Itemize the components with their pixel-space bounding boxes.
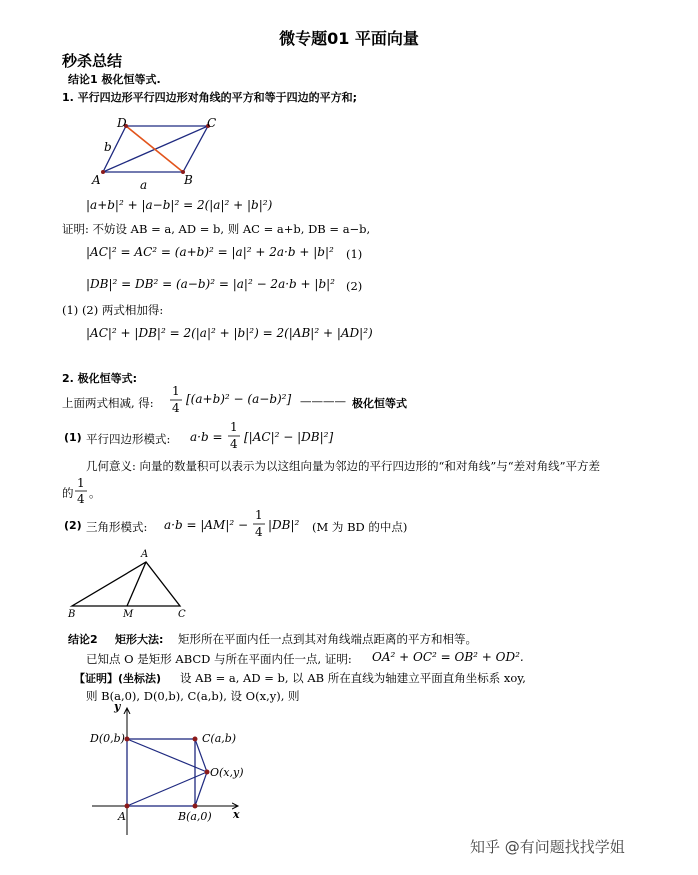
polarization-heading: 2. 极化恒等式: <box>62 372 138 385</box>
mode-2-equation-left: a·b = |AM|² − <box>164 518 249 532</box>
given-equation: OA² + OC² = OB² + OD². <box>372 650 524 664</box>
mode-1-equation-right: [|AC|² − |DB|²] <box>244 430 334 444</box>
dash-separator: ———— <box>300 394 346 408</box>
equation-main: |a+b|² + |a−b|² = 2(|a|² + |b|²) <box>86 198 273 212</box>
axis-label-x: x <box>233 808 240 821</box>
proof-line: 证明: 不妨设 AB = a, AD = b, 则 AC = a+b, DB = a−b, <box>62 222 371 236</box>
mode-2-fraction-den: 4 <box>255 525 263 539</box>
fraction-denominator: 4 <box>172 401 180 415</box>
equation-3: |AC|² + |DB|² = 2(|a|² + |b|²) = 2(|AB|² + |AD|²) <box>86 326 373 340</box>
label-D-coord: D(0,b) <box>90 732 125 745</box>
triangle-label-A: A <box>141 549 149 560</box>
geo-fraction-den: 4 <box>77 492 85 506</box>
triangle-label-M: M <box>123 609 134 620</box>
label-A-origin: A <box>118 810 126 823</box>
page-title: 微专题01 平面向量 <box>279 29 419 48</box>
equation-2-tag: (2) <box>346 279 363 293</box>
parallelogram-statement: 1. 平行四边形平行四边形对角线的平方和等于四边的平方和; <box>62 91 358 104</box>
geometric-meaning: 几何意义: 向量的数量积可以表示为以这组向量为邻边的平行四边形的“和对角线”与“差对角线”平方差 <box>86 459 601 473</box>
mode-2-label: (2) <box>64 519 82 532</box>
label-B-coord: B(a,0) <box>178 810 212 823</box>
label-vector-a: a <box>140 178 148 192</box>
conclusion-1-heading: 结论1 极化恒等式. <box>68 73 161 86</box>
watermark-text: 知乎 @有问题找找学姐 <box>470 838 625 856</box>
mode-2-text: 三角形模式: <box>86 520 148 534</box>
mode-1-equation-left: a·b = <box>190 430 223 444</box>
label-D: D <box>117 116 127 130</box>
label-O-coord: O(x,y) <box>210 766 244 779</box>
mode-1-label: (1) <box>64 431 82 444</box>
proof-text: 设 AB = a, AD = b, 以 AB 所在直线为轴建立平面直角坐标系 xoy, <box>180 671 526 685</box>
mode-2-note: (M 为 BD 的中点) <box>312 520 408 534</box>
geometric-meaning-end: 。 <box>89 486 101 500</box>
mode-1-fraction-num: 1 <box>230 420 238 434</box>
mode-2-fraction-num: 1 <box>255 508 263 522</box>
proof-label: 【证明】(坐标法) <box>74 672 162 685</box>
label-vector-b: b <box>104 140 112 154</box>
polarization-name: 极化恒等式 <box>352 397 407 410</box>
fraction-numerator: 1 <box>172 384 180 398</box>
equation-2: |DB|² = DB² = (a−b)² = |a|² − 2a·b + |b|² <box>86 277 335 291</box>
sum-text: (1) (2) 两式相加得: <box>62 303 164 317</box>
geo-fraction-num: 1 <box>77 476 85 490</box>
label-B: B <box>184 173 193 187</box>
conclusion-2-title: 矩形大法: <box>115 633 164 646</box>
mode-2-equation-right: |DB|² <box>268 518 300 532</box>
mode-1-text: 平行四边形模式: <box>86 432 171 446</box>
conclusion-2-text: 矩形所在平面内任一点到其对角线端点距离的平方和相等。 <box>178 632 477 646</box>
subtract-text: 上面两式相减, 得: <box>62 396 154 410</box>
geometric-meaning-de: 的 <box>62 486 74 500</box>
given-text: 已知点 O 是矩形 ABCD 与所在平面内任一点, 证明: <box>86 652 352 666</box>
triangle-label-C: C <box>178 609 186 620</box>
label-C: C <box>207 116 217 130</box>
triangle-label-B: B <box>68 609 76 620</box>
mode-1-fraction-den: 4 <box>230 437 238 451</box>
axis-label-y: y <box>114 700 121 713</box>
label-C-coord: C(a,b) <box>202 732 237 745</box>
equation-1-tag: (1) <box>346 247 363 261</box>
section-heading: 秒杀总结 <box>62 52 123 70</box>
conclusion-2-label: 结论2 <box>68 633 98 646</box>
label-A: A <box>92 173 101 187</box>
coordinates-text: 则 B(a,0), D(0,b), C(a,b), 设 O(x,y), 则 <box>86 689 300 703</box>
equation-1: |AC|² = AC² = (a+b)² = |a|² + 2a·b + |b|² <box>86 245 334 259</box>
subtract-equation: [(a+b)² − (a−b)²] <box>186 392 292 406</box>
